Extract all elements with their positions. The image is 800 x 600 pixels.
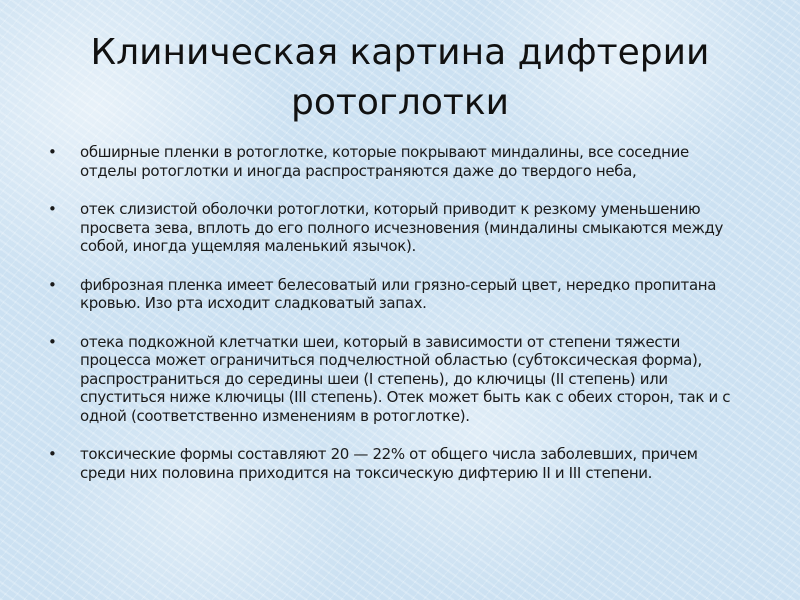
bullet-icon: • — [48, 445, 57, 463]
bullet-text: обширные пленки в ротоглотке, которые покрывают миндалины, все соседние отделы ротоглотки и иногда распространяются даже до твердого неба, — [80, 143, 689, 180]
bullet-item-3 — [40, 276, 740, 313]
bullet-list — [40, 143, 740, 502]
bullet-text: токсические формы составляют 20 — 22% от общего числа заболевших, причем среди них половина приходится на токсическую дифтерию II и III степени. — [80, 445, 698, 482]
bullet-item-4 — [40, 333, 740, 426]
bullet-item-5 — [40, 445, 740, 482]
bullet-text: отека подкожной клетчатки шеи, который в зависимости от степени тяжести процесса может ограничиться подчелюстной областью (субтоксическая форма), распространиться до середины шеи (I степень), до ключицы (II степень) или спуститься ниже ключицы (III степень). Отек может быть как с обеих сторон, так и с одной (соответственно изменениям в ротоглотке). — [80, 332, 731, 425]
bullet-item-2 — [40, 200, 740, 256]
bullet-icon: • — [48, 200, 57, 218]
bullet-item-1 — [40, 143, 740, 180]
bullet-text: фиброзная пленка имеет белесоватый или грязно-серый цвет, нередко пропитана кровью. Изо рта исходит сладковатый запах. — [80, 275, 717, 312]
bullet-text: отек слизистой оболочки ротоглотки, который приводит к резкому уменьшению просвета зева, вплоть до его полного исчезновения (миндалины смыкаются между собой, иногда ущемляя маленький язычок). — [80, 200, 724, 255]
bullet-icon: • — [48, 332, 57, 351]
bullet-icon: • — [48, 143, 57, 161]
slide-title: Клиническая картина дифтерии ротоглотки — [90, 32, 710, 123]
bullet-icon: • — [48, 275, 57, 294]
